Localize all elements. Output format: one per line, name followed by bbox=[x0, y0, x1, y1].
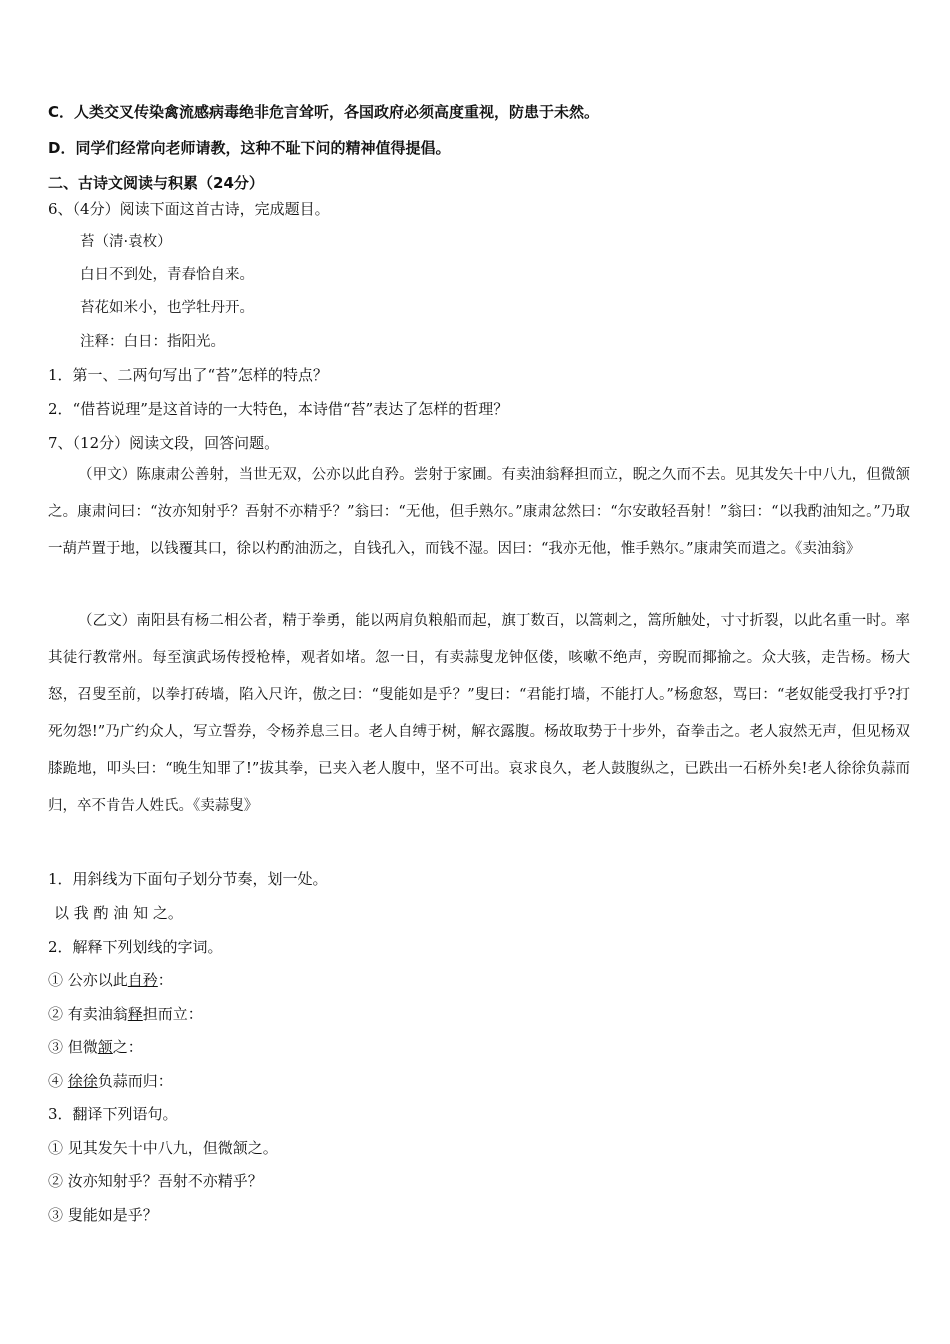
translate-item-2: ② 汝亦知射乎？吾射不亦精乎？ bbox=[48, 1172, 263, 1190]
word-item-4-post: 负蒜而归： bbox=[97, 1072, 173, 1090]
rhythm-sentence: 以 我 酌 油 知 之。 bbox=[54, 904, 183, 922]
q7-sub3: 3．翻译下列语句。 bbox=[48, 1105, 178, 1123]
word-item-2 bbox=[48, 1003, 203, 1025]
poem-line-1: 白日不到处，青春恰自来。 bbox=[80, 267, 254, 283]
word-item-2-pre: ② 有卖油翁 bbox=[48, 1005, 128, 1023]
option-c: C．人类交叉传染禽流感病毒绝非危言耸听，各国政府必须高度重视，防患于未然。 bbox=[48, 103, 600, 121]
word-item-1-post: ： bbox=[157, 971, 173, 989]
word-item-1 bbox=[48, 969, 173, 991]
underlined-word-2: 释 bbox=[127, 1005, 143, 1023]
translate-item-1: ① 见其发矢十中八九，但微颔之。 bbox=[48, 1139, 278, 1157]
word-item-2-post: 担而立： bbox=[142, 1005, 203, 1023]
q6-sub2: 2．“借苔说理”是这首诗的一大特色，本诗借“苔”表达了怎样的哲理？ bbox=[48, 400, 509, 418]
q6-prompt: 6、（4分）阅读下面这首古诗，完成题目。 bbox=[48, 200, 330, 218]
poem-title: 苔（清·袁枚） bbox=[80, 234, 172, 250]
underlined-word-1: 自矜 bbox=[127, 971, 158, 989]
underlined-word-4: 徐徐 bbox=[67, 1072, 98, 1090]
word-item-1-pre: ① 公亦以此 bbox=[48, 971, 128, 989]
word-item-4-pre: ④ bbox=[48, 1072, 68, 1090]
poem-note: 注释：白日：指阳光。 bbox=[80, 334, 225, 350]
passage-yi: （乙文）南阳县有杨二相公者，精于拳勇，能以两肩负粮船而起，旗丁数百，以篙刺之，篙所触处，寸寸折裂，以此名重一时。率其徒行教常州。每至演武场传授枪棒，观者如堵。忽一日，有卖蒜叟龙钟伛偻，咳嗽不绝声，旁睨而揶揄之。众大骇，走告杨。杨大怒，召叟至前，以拳打砖墙，陷入尺许，傲之曰：“叟能如是乎？”叟曰：“君能打墙，不能打人。”杨愈怒，骂曰：“老奴能受我打乎?打死勿怨!”乃广约众人，写立誓券，令杨养息三日。老人自缚于树，解衣露腹。杨故取势于十步外，奋拳击之。老人寂然无声，但见杨双膝跪地，叩头曰：“晚生知罪了!”拔其拳，已夹入老人腹中，坚不可出。哀求良久，老人鼓腹纵之，已跌出一石桥外矣!老人徐徐负蒜而归，卒不肯告人姓氏。《卖蒜叟》 bbox=[48, 613, 910, 814]
underlined-word-3: 颔 bbox=[97, 1038, 113, 1056]
poem-line-2: 苔花如米小，也学牡丹开。 bbox=[80, 300, 254, 316]
word-item-3 bbox=[48, 1036, 143, 1058]
translate-item-3: ③ 叟能如是乎？ bbox=[48, 1206, 158, 1224]
q7-prompt: 7、（12分）阅读文段，回答问题。 bbox=[48, 434, 280, 452]
option-d: D．同学们经常向老师请教，这种不耻下问的精神值得提倡。 bbox=[48, 139, 451, 157]
word-item-3-pre: ③ 但微 bbox=[48, 1038, 98, 1056]
q7-sub1: 1．用斜线为下面句子划分节奏，划一处。 bbox=[48, 870, 328, 888]
q7-sub2: 2．解释下列划线的字词。 bbox=[48, 938, 223, 956]
passage-jia: （甲文）陈康肃公善射，当世无双，公亦以此自矜。尝射于家圃。有卖油翁释担而立，睨之久而不去。见其发矢十中八九，但微颔之。康肃问曰：“汝亦知射乎？吾射不亦精乎？”翁曰：“无他，但手熟尔。”康肃忿然曰：“尔安敢轻吾射！”翁曰：“以我酌油知之。”乃取一葫芦置于地，以钱覆其口，徐以杓酌油沥之，自钱孔入，而钱不湿。因曰：“我亦无他，惟手熟尔。”康肃笑而遣之。《卖油翁》 bbox=[48, 467, 910, 557]
q6-sub1: 1．第一、二两句写出了“苔”怎样的特点？ bbox=[48, 366, 328, 384]
section-title: 二、古诗文阅读与积累（24分） bbox=[48, 174, 264, 192]
word-item-3-post: 之： bbox=[112, 1038, 143, 1056]
word-item-4 bbox=[48, 1070, 173, 1092]
